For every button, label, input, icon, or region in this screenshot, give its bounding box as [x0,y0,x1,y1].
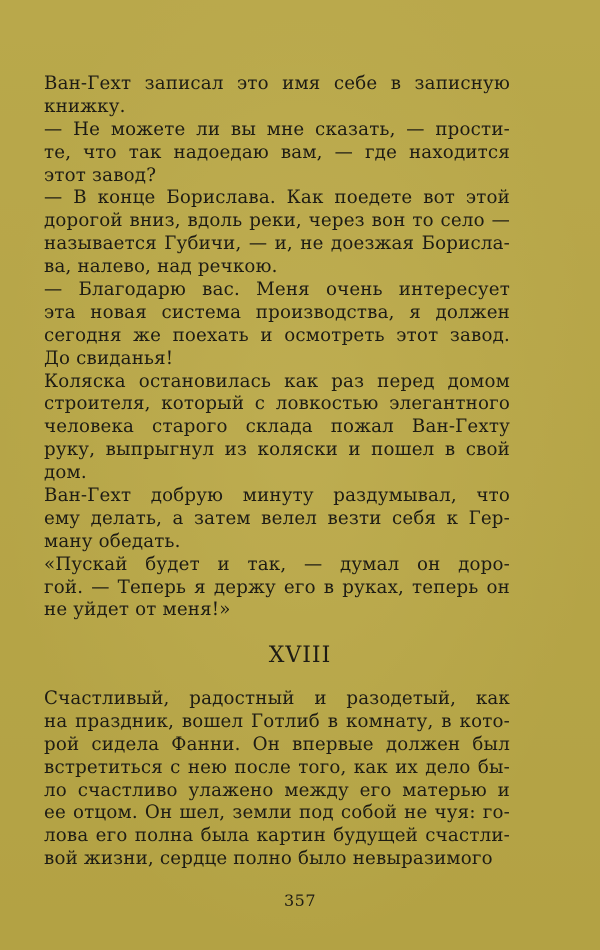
text-line: дорогой вниз, вдоль реки, через вон то село — [44,210,510,232]
text-line: эта новая система производства, я должен [44,301,510,323]
text-line: ее отцом. Он шел, земли под собой не чуя: го- [44,802,510,824]
text-line: Ван-Гехт записал это имя себе в записную [44,73,510,94]
text-line: — Благодарю вас. Меня очень интересует [44,279,510,301]
text-line: строителя, который с ловкостью элегантного [44,393,510,415]
text-line: книжку. [44,95,126,117]
text-line: рой сидела Фанни. Он впервые должен был [44,733,510,755]
paragraph [44,485,510,554]
text-line: сегодня же поехать и осмотреть этот завод. [44,324,510,346]
text-line: гой. — Теперь я держу его в руках, теперь он [44,576,510,598]
chapter-heading: XVIII [268,643,332,668]
text-block-bottom [44,688,510,871]
text-line: «Пускай будет и так, — думал он доро- [44,553,510,575]
text-line: встретиться с нею после того, как их дело бы- [44,756,510,778]
paragraph [44,279,510,371]
text-line: на праздник, вошел Готлиб в комнату, в кото- [44,710,510,732]
paragraph [44,688,510,871]
text-line: — Не можете ли вы мне сказать, — прости- [44,118,510,140]
text-block-top [44,73,510,622]
paragraph [44,73,510,119]
text-line: ло счастливо улажено между его матерью и [44,779,510,801]
text-line: До свиданья! [44,347,174,369]
text-line: называется Губичи, — и, не доезжая Борисла- [44,233,510,255]
text-line: дом. [44,462,87,484]
text-line: лова его полна была картин будущей счастли- [44,825,510,847]
text-line: Ван-Гехт добрую минуту раздумывал, что [44,485,510,507]
paragraph [44,371,510,485]
text-line: руку, выпрыгнул из коляски и пошел в свой [44,439,510,461]
text-line: не уйдет от меня!» [44,599,231,621]
page-number: 357 [283,891,317,910]
text-line: ману обедать. [44,530,181,552]
text-line: человека старого склада пожал Ван-Гехту [44,416,510,438]
text-line: Коляска остановилась как раз перед домом [44,370,510,392]
text-line: ва, налево, над речкою. [44,256,278,278]
text-line: ему делать, а затем велел везти себя к Гер- [44,507,510,529]
paragraph [44,119,510,188]
paragraph [44,554,510,623]
text-line: вой жизни, сердце полно было невыразимого [44,848,493,870]
text-line: те, что так надоедаю вам, — где находится [44,141,510,163]
paragraph [44,187,510,279]
text-line: этот завод? [44,164,157,186]
text-line: — В конце Борислава. Как поедете вот этой [44,187,510,209]
text-line: Счастливый, радостный и разодетый, как [44,688,510,709]
